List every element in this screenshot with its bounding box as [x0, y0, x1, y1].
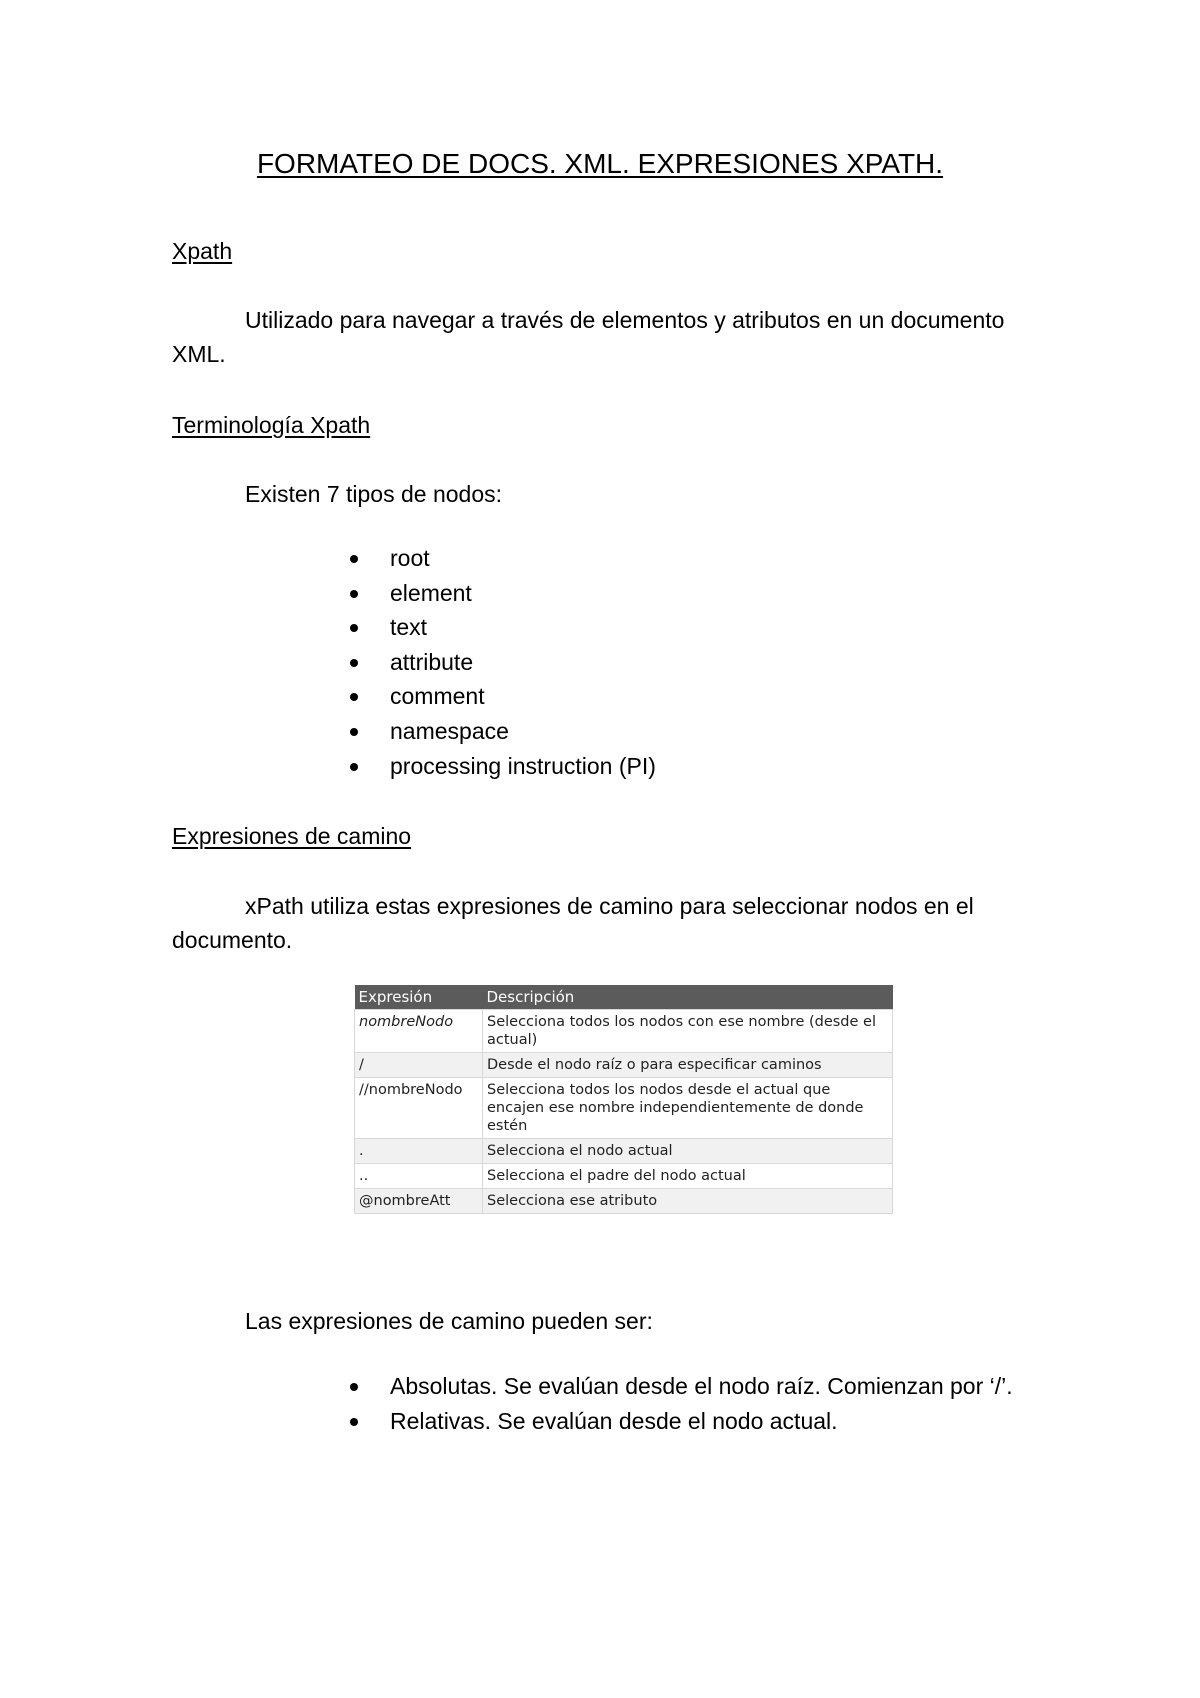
heading-terminologia: Terminología Xpath [172, 412, 371, 438]
expressions-table [354, 985, 893, 1214]
bullet-icon [350, 763, 358, 771]
table-cell: Selecciona el nodo actual [483, 1139, 893, 1164]
bullet-icon [350, 555, 358, 563]
bullet-icon [350, 693, 358, 701]
heading-xpath: Xpath [172, 238, 233, 264]
bullet-icon [350, 590, 358, 598]
table-cell: @nombreAtt [355, 1189, 483, 1214]
list-item: text [350, 610, 656, 645]
table-cell: Selecciona todos los nodos desde el actual que encajen ese nombre independientemente de donde estén [483, 1078, 893, 1139]
table-header-cell: Expresión [355, 985, 483, 1010]
list-item: processing instruction (PI) [350, 749, 656, 784]
list-item: Absolutas. Se evalúan desde el nodo raíz. Comienzan por ‘/’. [350, 1369, 1030, 1404]
table-cell: Desde el nodo raíz o para especificar caminos [483, 1053, 893, 1078]
bullet-icon [350, 624, 358, 632]
path-types-list [350, 1369, 1030, 1439]
table-row [355, 1189, 893, 1214]
list-item: namespace [350, 714, 656, 749]
table-row [355, 1010, 893, 1053]
heading-expresiones: Expresiones de camino [172, 823, 412, 849]
list-item: attribute [350, 645, 656, 680]
table-row [355, 1053, 893, 1078]
table-header-cell: Descripción [483, 985, 893, 1010]
list-item: element [350, 576, 656, 611]
table-cell: nombreNodo [355, 1010, 483, 1053]
paragraph-expresiones: xPath utiliza estas expresiones de camino para seleccionar nodos en el documento. [172, 893, 974, 953]
table-cell: //nombreNodo [355, 1078, 483, 1139]
bullet-icon [350, 728, 358, 736]
table-cell: / [355, 1053, 483, 1078]
table-row [355, 1078, 893, 1139]
table-header-row [355, 985, 893, 1010]
list-item: Relativas. Se evalúan desde el nodo actual. [350, 1404, 1030, 1439]
list-item: comment [350, 679, 656, 714]
list-item: root [350, 541, 656, 576]
table-cell: Selecciona el padre del nodo actual [483, 1164, 893, 1189]
table-cell: .. [355, 1164, 483, 1189]
table-row [355, 1164, 893, 1189]
bullet-icon [350, 659, 358, 667]
table-cell: Selecciona ese atributo [483, 1189, 893, 1214]
path-types-intro: Las expresiones de camino pueden ser: [245, 1308, 653, 1334]
node-types-intro: Existen 7 tipos de nodos: [245, 481, 502, 507]
document-title: FORMATEO DE DOCS. XML. EXPRESIONES XPATH. [256, 148, 944, 179]
bullet-icon [350, 1418, 358, 1426]
paragraph-xpath: Utilizado para navegar a través de elementos y atributos en un documento XML. [172, 307, 1005, 367]
table-cell: . [355, 1139, 483, 1164]
bullet-icon [350, 1383, 358, 1391]
table-cell: Selecciona todos los nodos con ese nombre (desde el actual) [483, 1010, 893, 1053]
table-row [355, 1139, 893, 1164]
node-types-list [350, 541, 656, 783]
